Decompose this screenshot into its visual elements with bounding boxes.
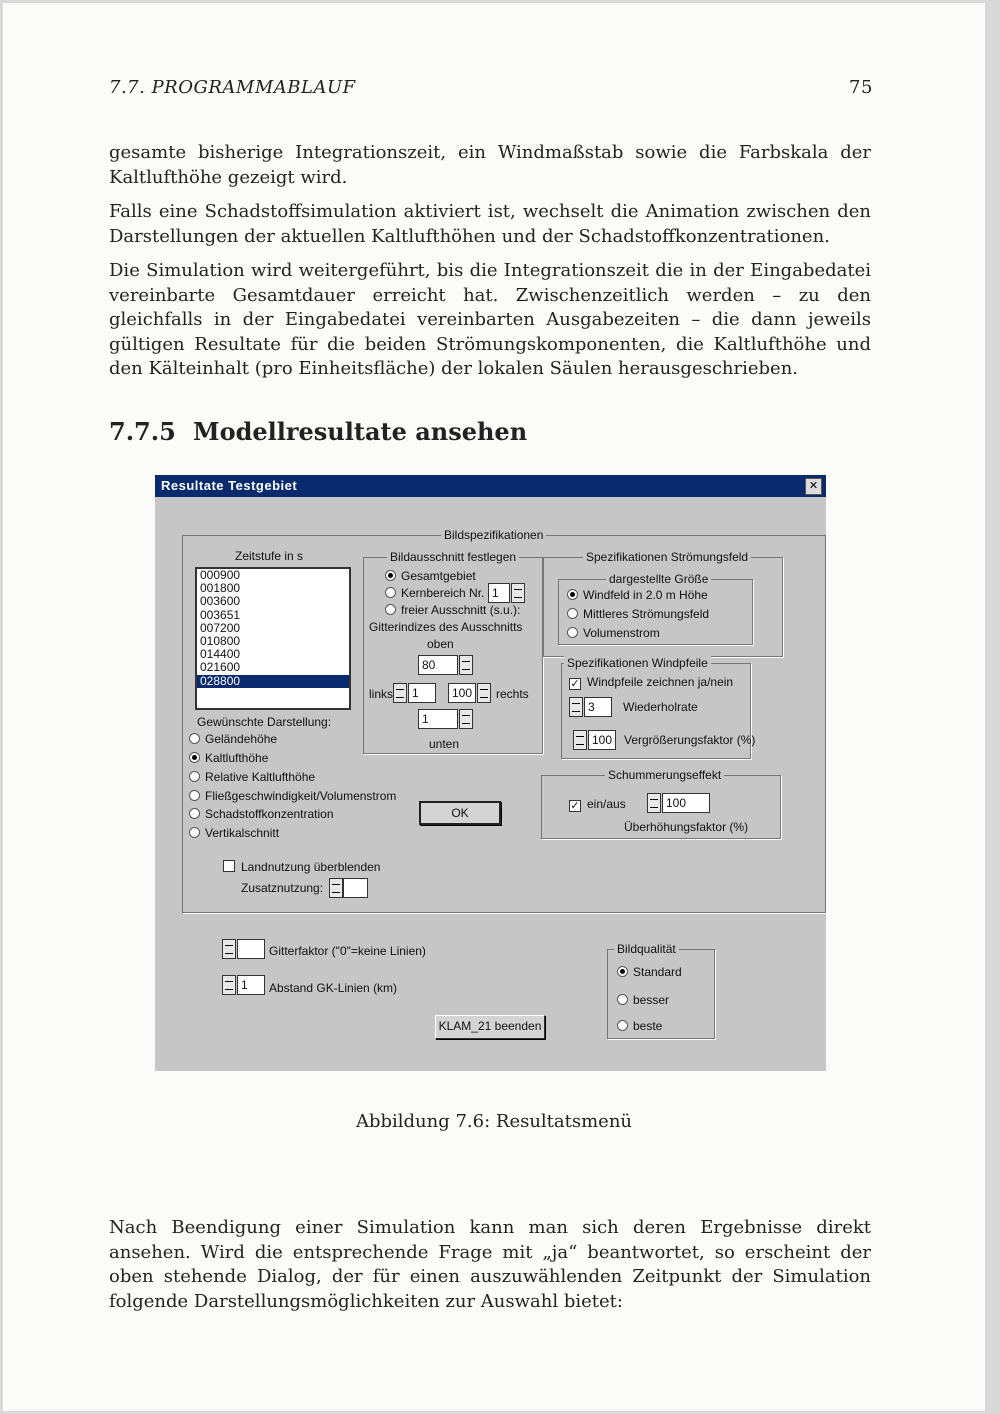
radio-schadstoffkonzentration[interactable]: Schadstoffkonzentration <box>189 807 334 821</box>
unten-field[interactable]: 1 <box>418 709 458 729</box>
unten-spinner[interactable] <box>459 709 473 729</box>
list-item[interactable]: 001800 <box>200 581 241 596</box>
gitterfaktor-field[interactable] <box>237 939 265 959</box>
links-label: links <box>369 687 394 701</box>
radio-icon <box>385 604 396 615</box>
checkmark-icon: ✓ <box>570 800 580 812</box>
checkbox-icon <box>223 860 235 872</box>
radio-beste[interactable]: beste <box>617 1019 662 1033</box>
vergroesserung-field[interactable]: 100 <box>588 730 616 750</box>
windpfeile-legend: Spezifikationen Windpfeile <box>564 656 711 670</box>
section-number: 7.7.5 <box>109 417 176 446</box>
radio-icon <box>617 994 628 1005</box>
radio-volumenstrom[interactable]: Volumenstrom <box>567 626 660 640</box>
ueberhoehung-spinner[interactable] <box>647 793 661 813</box>
schummerung-legend: Schummerungseffekt <box>605 768 724 782</box>
list-item-selected[interactable]: 028800 <box>197 675 349 688</box>
radio-icon <box>567 608 578 619</box>
page-number: 75 <box>849 77 873 98</box>
vergroesserung-spinner[interactable] <box>573 730 587 750</box>
radio-kernbereich[interactable]: Kernbereich Nr. <box>385 586 484 600</box>
figure-caption: Abbildung 7.6: Resultatsmenü <box>355 1111 633 1132</box>
radio-icon <box>189 790 200 801</box>
ueberhoehung-field[interactable]: 100 <box>662 793 710 813</box>
zusatznutzung-spinner[interactable] <box>329 878 343 898</box>
radio-icon <box>189 808 200 819</box>
checkmark-icon: ✓ <box>570 678 580 690</box>
radio-icon <box>567 627 578 638</box>
radio-gelaendehoehe[interactable]: Geländehöhe <box>189 732 277 746</box>
dialog-title: Resultate Testgebiet <box>161 478 298 493</box>
rechts-field[interactable]: 100 <box>448 683 476 703</box>
paragraph-1: gesamte bisherige Integrationszeit, ein Windmaßstab sowie die Farbskala der Kaltlufthöhe gezeigt wird. <box>109 142 871 188</box>
radio-selected-icon <box>617 966 628 977</box>
gitterfaktor-spinner[interactable] <box>222 939 236 959</box>
radio-icon <box>189 733 200 744</box>
kernbereich-spinner[interactable] <box>511 583 525 603</box>
landnutzung-checkbox[interactable]: Landnutzung überblenden <box>223 860 380 874</box>
closing-paragraph: Nach Beendigung einer Simulation kann man sich deren Ergebnisse direkt ansehen. Wird die entsprechende Frage mit „ja“ beantwortet, so erscheint der oben stehende Dialog, der für einen auszuwählenden Zeitpunkt der Simulation folgende Darstellungsmöglichkeiten zur Auswahl bietet: <box>109 1217 871 1312</box>
list-item[interactable]: 003651 <box>200 607 241 622</box>
bildqualitaet-legend: Bildqualität <box>614 942 679 956</box>
section-heading <box>109 417 527 446</box>
radio-selected-icon <box>567 589 578 600</box>
list-item[interactable]: 021600 <box>200 660 241 675</box>
list-item[interactable]: 007200 <box>200 620 241 635</box>
abstand-field[interactable]: 1 <box>237 975 265 995</box>
links-field[interactable]: 1 <box>408 683 436 703</box>
radio-kaltlufthoehe[interactable]: Kaltlufthöhe <box>189 751 268 765</box>
abstand-spinner[interactable] <box>222 975 236 995</box>
radio-selected-icon <box>189 752 200 763</box>
zusatznutzung-field[interactable] <box>343 878 368 898</box>
bildausschnitt-legend: Bildausschnitt festlegen <box>387 550 519 564</box>
radio-relative-kaltlufthoehe[interactable]: Relative Kaltlufthöhe <box>189 770 315 784</box>
darstellung-label: Gewünschte Darstellung: <box>197 715 332 729</box>
radio-icon <box>189 827 200 838</box>
paragraph-3: Die Simulation wird weitergeführt, bis die Integrationszeit die in der Eingabedatei vereinbarte Gesamtdauer erreicht hat. Zwischenzeitlich werden – zu den gleichfalls in der Eingabedatei vereinbarten Ausgabezeiten – die dann jeweils gültigen Resultate für die beiden Strömungskomponenten, die Kaltlufthöhe und den Kälteinhalt (pro Einheitsfläche) der lokalen Säulen herausgeschrieben. <box>109 260 871 379</box>
links-spinner[interactable] <box>393 683 407 703</box>
section-title: Modellresultate ansehen <box>193 417 528 446</box>
ok-button[interactable]: OK <box>419 801 501 825</box>
oben-spinner[interactable] <box>459 655 473 675</box>
rechts-spinner[interactable] <box>477 683 491 703</box>
radio-fliessgeschwindigkeit[interactable]: Fließgeschwindigkeit/Volumenstrom <box>189 789 396 803</box>
paragraph-2: Falls eine Schadstoffsimulation aktiviert ist, wechselt die Animation zwischen den Darstellungen der aktuellen Kaltlufthöhen und der Schadstoffkonzentrationen. <box>109 201 871 247</box>
groesse-legend: dargestellte Größe <box>606 572 711 586</box>
radio-standard[interactable]: Standard <box>617 965 682 979</box>
radio-vertikalschnitt[interactable]: Vertikalschnitt <box>189 826 279 840</box>
resultate-dialog <box>155 475 826 1071</box>
list-item[interactable]: 014400 <box>200 647 241 662</box>
radio-icon <box>385 587 396 598</box>
wiederholrate-spinner[interactable] <box>569 697 583 717</box>
vergroesserung-label: Vergrößerungsfaktor (%) <box>624 733 756 747</box>
radio-icon <box>617 1020 628 1031</box>
oben-field[interactable]: 80 <box>418 655 458 675</box>
close-icon[interactable]: ✕ <box>805 478 822 495</box>
oben-label: oben <box>427 637 454 651</box>
bildspezifikationen-legend: Bildspezifikationen <box>441 528 546 542</box>
radio-selected-icon <box>385 570 396 581</box>
gitterfaktor-label: Gitterfaktor ("0"=keine Linien) <box>269 944 426 958</box>
radio-gesamtgebiet[interactable]: Gesamtgebiet <box>385 569 476 583</box>
windpfeile-checkbox[interactable]: ✓ Windpfeile zeichnen ja/nein <box>570 675 734 690</box>
unten-label: unten <box>429 737 460 751</box>
radio-icon <box>189 771 200 782</box>
radio-mittleres-stroemungsfeld[interactable]: Mittleres Strömungsfeld <box>567 607 709 621</box>
radio-freier-ausschnitt[interactable]: freier Ausschnitt (s.u.): <box>385 603 520 617</box>
wiederholrate-field[interactable]: 3 <box>584 697 612 717</box>
rechts-label: rechts <box>496 687 529 701</box>
gitterindizes-label: Gitterindizes des Ausschnitts <box>369 620 523 634</box>
dialog-title-bar <box>155 475 826 497</box>
zeitstufe-list[interactable] <box>195 567 351 710</box>
list-item[interactable]: 000900 <box>200 568 241 582</box>
klam-beenden-button[interactable]: KLAM_21 beenden <box>435 1015 545 1039</box>
zeitstufe-label: Zeitstufe in s <box>235 549 304 563</box>
kernbereich-field[interactable]: 1 <box>488 583 510 603</box>
ueberhoehung-label: Überhöhungsfaktor (%) <box>624 820 749 834</box>
zusatznutzung-label: Zusatznutzung: <box>241 881 324 895</box>
list-item[interactable]: 003600 <box>200 594 241 609</box>
list-item[interactable]: 010800 <box>200 633 241 648</box>
running-header: 7.7. PROGRAMMABLAUF <box>109 77 356 98</box>
abstand-label: Abstand GK-Linien (km) <box>269 981 398 995</box>
stroemungsfeld-legend: Spezifikationen Strömungsfeld <box>583 550 751 564</box>
schummerung-checkbox[interactable]: ✓ ein/aus <box>570 797 626 812</box>
document-page <box>3 3 985 1411</box>
radio-windfeld[interactable]: Windfeld in 2.0 m Höhe <box>567 588 708 602</box>
wiederholrate-label: Wiederholrate <box>623 700 698 714</box>
radio-besser[interactable]: besser <box>617 993 669 1007</box>
